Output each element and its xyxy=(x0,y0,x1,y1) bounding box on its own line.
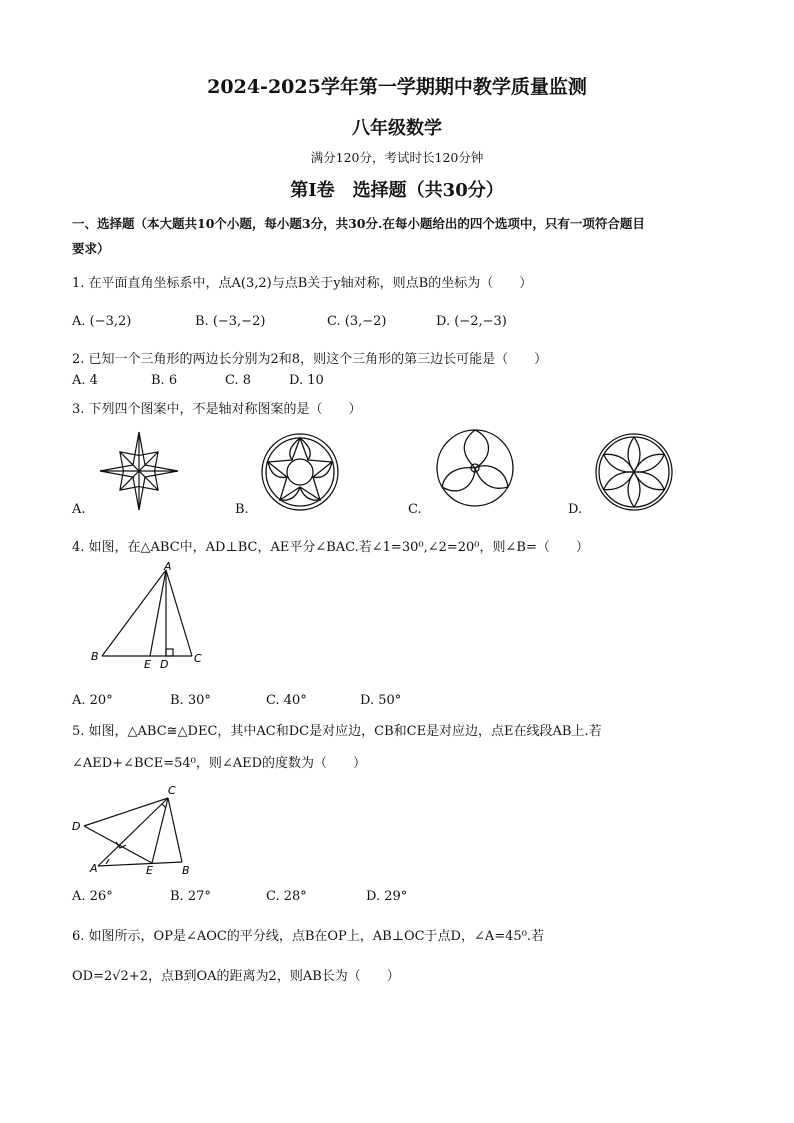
pattern-a-compass-star[interactable] xyxy=(98,430,180,512)
q5-option-a[interactable]: A. 26° xyxy=(72,889,113,904)
q2-option-d[interactable]: D. 10 xyxy=(289,373,324,388)
q6-stem-line2: OD=2√2+2，点B到OA的距离为2，则AB长为（ ） xyxy=(72,969,400,984)
q5-stem-line1: 5. 如图，△ABC≅△DEC，其中AC和DC是对应边，CB和CE是对应边，点E在线段AB上.若 xyxy=(72,724,602,739)
section-title: 第I卷 选择题（共30分） xyxy=(290,180,504,201)
q1-option-b[interactable]: B. (−3,−2) xyxy=(195,314,266,329)
q5-label-c: C xyxy=(168,784,176,797)
q1-option-d[interactable]: D. (−2,−3) xyxy=(436,314,507,329)
q4-label-c: C xyxy=(194,652,202,665)
q4-option-b[interactable]: B. 30° xyxy=(170,693,211,708)
q4-option-a[interactable]: A. 20° xyxy=(72,693,113,708)
q5-label-b: B xyxy=(182,864,190,877)
q4-option-d[interactable]: D. 50° xyxy=(360,693,402,708)
q4-label-d: D xyxy=(160,658,169,671)
q4-stem: 4. 如图，在△ABC中，AD⊥BC，AE平分∠BAC.若∠1=30⁰,∠2=20⁰，则∠B=（ ） xyxy=(72,540,589,555)
q3-option-a[interactable]: A. xyxy=(72,502,86,517)
q4-option-c[interactable]: C. 40° xyxy=(266,693,307,708)
q5-congruent-triangles-figure xyxy=(70,784,200,880)
pattern-d-six-petal-flower[interactable] xyxy=(594,432,674,512)
q2-option-c[interactable]: C. 8 xyxy=(225,373,252,388)
q5-label-a: A xyxy=(90,862,98,875)
q2-option-a[interactable]: A. 4 xyxy=(72,373,98,388)
q1-stem: 1. 在平面直角坐标系中，点A(3,2)与点B关于y轴对称，则点B的坐标为（ ） xyxy=(72,276,533,291)
q1-option-c[interactable]: C. (3,−2) xyxy=(327,314,387,329)
q4-triangle-figure xyxy=(88,560,218,670)
exam-info: 满分120分，考试时长120分钟 xyxy=(310,150,484,165)
q3-stem: 3. 下列四个图案中，不是轴对称图案的是（ ） xyxy=(72,402,362,417)
q2-stem: 2. 已知一个三角形的两边长分别为2和8，则这个三角形的第三边长可能是（ ） xyxy=(72,352,548,367)
q5-label-d: D xyxy=(72,820,81,833)
q5-option-d[interactable]: D. 29° xyxy=(366,889,408,904)
q1-option-a[interactable]: A. (−3,2) xyxy=(72,314,132,329)
q3-option-b[interactable]: B. xyxy=(235,502,249,517)
q5-stem-line2: ∠AED+∠BCE=54⁰，则∠AED的度数为（ ） xyxy=(72,756,367,771)
q5-option-b[interactable]: B. 27° xyxy=(170,889,211,904)
q4-label-a: A xyxy=(164,560,172,573)
q2-option-b[interactable]: B. 6 xyxy=(151,373,178,388)
q4-label-b: B xyxy=(91,650,99,663)
q4-label-e: E xyxy=(144,658,151,671)
instructions-line1: 一、选择题（本大题共10个小题，每小题3分，共30分.在每小题给出的四个选项中，只有一项符合题目 xyxy=(72,216,645,231)
q5-option-c[interactable]: C. 28° xyxy=(266,889,307,904)
subject-title: 八年级数学 xyxy=(352,118,442,139)
q3-option-c[interactable]: C. xyxy=(408,502,422,517)
q6-stem-line1: 6. 如图所示，OP是∠AOC的平分线，点B在OP上，AB⊥OC于点D，∠A=45⁰.若 xyxy=(72,929,545,944)
pattern-c-swirl[interactable] xyxy=(435,428,515,508)
pattern-b-star-flower[interactable] xyxy=(260,432,340,512)
instructions-line2: 要求） xyxy=(72,241,110,256)
exam-title: 2024-2025学年第一学期期中教学质量监测 xyxy=(207,76,587,98)
q3-option-d[interactable]: D. xyxy=(568,502,583,517)
q5-label-e: E xyxy=(146,864,153,877)
